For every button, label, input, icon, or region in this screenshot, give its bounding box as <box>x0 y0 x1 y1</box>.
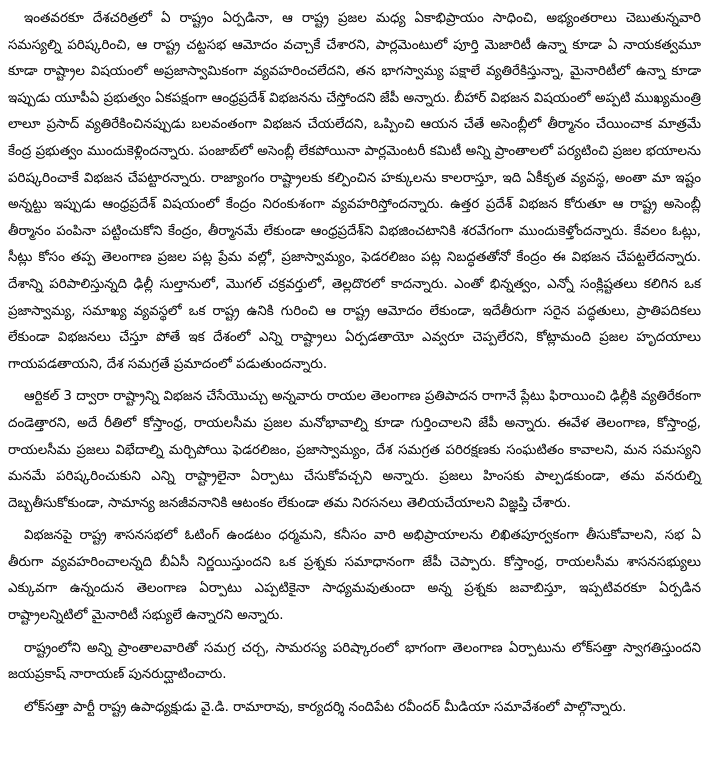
article-paragraph-2: ఆర్టికల్ 3 ద్వారా రాష్ట్రాన్ని విభజన చేసేయొచ్చు అన్నవారు రాయల తెలంగాణ ప్రతిపాదన రాగానే ప్లేటు ఫిరాయించి ఢిల్లీకి వ్యతిరేకంగా దండెత్తారని, అదే రీతిలో కోస్తాంధ్ర, రాయలసీమ ప్రజల మనోభావాల్ని కూడా గుర్తించాలని జేపీ అన్నారు. ఈవేళ తెలంగాణ, కోస్తాంధ్ర, రాయలసీమ ప్రజలు విభేదాల్ని మర్చిపోయి ఫెడరలిజం, ప్రజాస్వామ్యం, దేశ సమగ్రత పరిరక్షణకు సంఘటితం కావాలని, మన సమస్యని మనమే పరిష్కరించుకుని ఎన్ని రాష్ట్రాలైనా ఏర్పాటు చేసుకోవచ్చని అన్నారు. ప్రజలు హింసకు పాల్పడకుండా, తమ వనరుల్ని దెబ్బతీసుకోకుండా, సామాన్య జనజీవనానికి ఆటంకం లేకుండా తమ నిరసనలు తెలియచేయాలని విజ్ఞప్తి చేశారు. <box>8 389 701 511</box>
article-paragraph-4: రాష్ట్రంలోని అన్ని ప్రాంతాలవారితో సమగ్ర చర్చ, సామరస్య పరిష్కారంలో భాగంగా తెలంగాణ ఏర్పాటును లోక్‌సత్తా స్వాగతిస్తుందని జయప్రకాష్ నారాయణ్ పునరుద్ఘాటించారు. <box>8 640 701 683</box>
article-paragraph-3: విభజనపై రాష్ట్ర శాసనసభలో ఓటింగ్ ఉండటం ధర్మమని, కనీసం వారి అభిప్రాయాలను లిఖితపూర్వకంగా తీసుకోవాలని, సభ ఏ తీరుగా వ్యవహరించాలన్నది బీఏసీ నిర్ణయిస్తుందని ఒక ప్రశ్నకు సమాధానంగా జేపీ చెప్పారు. కోస్తాంధ్ర, రాయలసీమ శాసనసభ్యులు ఎక్కువగా ఉన్నందున తెలంగాణ ఏర్పాటు ఎప్పటికైనా సాధ్యమవుతుందా అన్న ప్రశ్నకు జవాబిస్తూ, ఇప్పటివరకూ ఏర్పడిన రాష్ట్రాలన్నిటిలో మైనారిటీ సభ్యులే ఉన్నారని అన్నారు. <box>8 528 701 624</box>
article-paragraph-1: ఇంతవరకూ దేశచరిత్రలో ఏ రాష్ట్రం ఏర్పడినా, ఆ రాష్ట్ర ప్రజల మధ్య ఏకాభిప్రాయం సాధించి, అభ్యంతరాలు చెబుతున్నవారి సమస్యల్ని పరిష్కరించి, ఆ రాష్ట్ర చట్టసభ ఆమోదం వచ్చాకే చేశారని, పార్లమెంటులో పూర్తి మెజారిటీ ఉన్నా కూడా ఏ నాయకత్వమూ కూడా రాష్ట్రాల విషయంలో అప్రజాస్వామికంగా వ్యవహరించలేదని, తన భాగస్వామ్య పక్షాలే వ్యతిరేకిస్తున్నా, మైనారిటీలో ఉన్నా కూడా ఇప్పుడు యూపీఏ ప్రభుత్వం ఏకపక్షంగా ఆంధ్రప్రదేశ్ విభజనను చేస్తోందని జేపీ అన్నారు. బీహార్ విభజన విషయంలో అప్పటి ముఖ్యమంత్రి లాలూ ప్రసాద్ వ్యతిరేకించినప్పుడు బలవంతంగా విభజన చేయలేదని, ఒప్పించి ఆయన చేతే అసెంబ్లీలో తీర్మానం చేయించాక మాత్రమే కేంద్ర ప్రభుత్వం ముందుకెళ్లిందన్నారు. పంజాబ్‌లో అసెంబ్లీ లేకపోయినా పార్లమెంటరీ కమిటీ అన్ని ప్రాంతాలలో పర్యటించి ప్రజల భయాలను పరిష్కరించాకే విభజన చేపట్టారన్నారు. రాజ్యాంగం రాష్ట్రాలకు కల్పించిన హక్కులను కాలరాస్తూ, ఇది ఏకీకృత వ్యవస్థ, అంతా మా ఇష్టం అన్నట్టు ఇప్పుడు ఆంధ్రప్రదేశ్ విషయంలో కేంద్రం నిరంకుశంగా వ్యవహరిస్తోందన్నారు. ఉత్తర ప్రదేశ్ విభజన కోరుతూ ఆ రాష్ట్ర అసెంబ్లీ తీర్మానం పంపినా పట్టించుకోని కేంద్రం, తీర్మానమే లేకుండా ఆంధ్రప్రదేశ్‌ని విభజించటానికి శరవేగంగా ముందుకెళ్తోందన్నారు. కేవలం ఓట్లు, సీట్లు కోసం తప్ప తెలంగాణ ప్రజల పట్ల ప్రేమ వల్లో, ప్రజాస్వామ్యం, ఫెడరలిజం పట్ల నిబద్ధతతోనో కేంద్రం ఈ విభజన చేపట్టలేదన్నారు. దేశాన్ని పరిపాలిస్తున్నది ఢిల్లీ సుల్తానులో, మొగల్ చక్రవర్తులో, తెల్లదొరలో కాదన్నారు. ఎంతో భిన్నత్వం, ఎన్నో సంక్లిష్టతలు కలిగిన ఒక ప్రజాస్వామ్య, సమాఖ్య వ్యవస్థలో ఒక రాష్ట్ర ఉనికి గురించి ఆ రాష్ట్ర ఆమోదం లేకుండా, ఇదేతీరుగా సరైన పద్ధతులు, ప్రాతిపదికలు లేకుండా విభజనలు చేస్తూ పోతే ఇక దేశంలో ఎన్ని రాష్ట్రాలు ఏర్పడతాయో ఎవ్వరూ చెప్పలేరని, కోట్లామంది ప్రజల హృదయాలు గాయపడతాయని, దేశ సమగ్రతే ప్రమాదంలో పడుతుందన్నారు. <box>8 11 701 372</box>
article-paragraph-5: లోక్‌సత్తా పార్టీ రాష్ట్ర ఉపాధ్యక్షుడు వై.డి. రామారావు, కార్యదర్శి నందిపేట రవీందర్ మీడియా సమావేశంలో పాల్గొన్నారు. <box>24 699 627 715</box>
